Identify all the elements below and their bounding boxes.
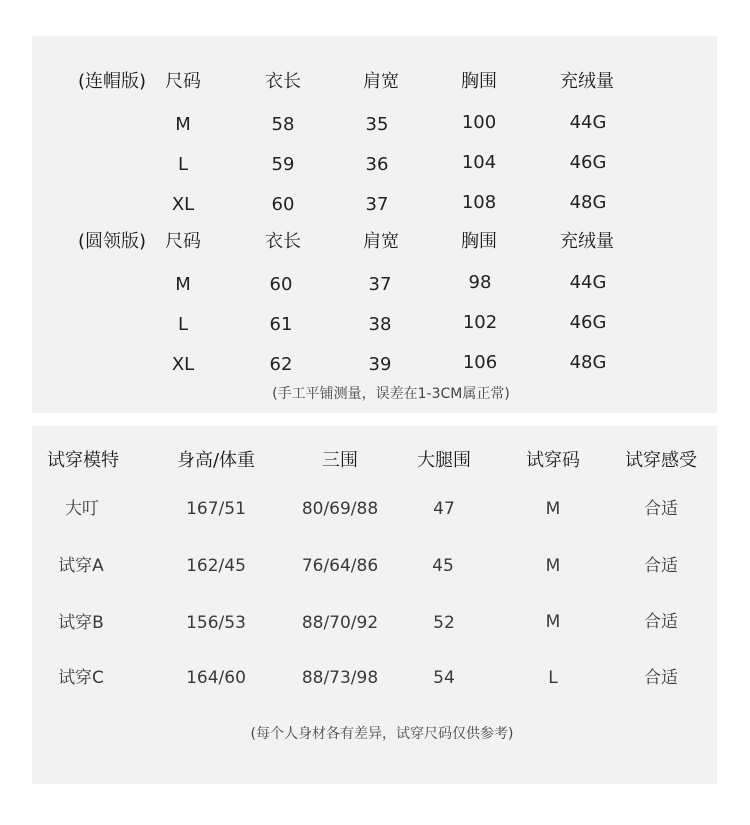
model-measurements: 76/64/86	[301, 556, 379, 576]
model-trial-size: M	[545, 556, 561, 576]
cell-size: M	[175, 274, 191, 295]
cell-chest: 104	[461, 152, 497, 173]
header-shoulder: 肩宽	[363, 71, 399, 92]
header-model: 试穿模特	[47, 450, 119, 471]
cell-size: L	[177, 154, 189, 175]
model-measurements: 88/73/98	[301, 668, 379, 688]
header-size: 尺码	[165, 231, 201, 252]
header-down-fill: 充绒量	[560, 71, 614, 92]
header-chest: 胸围	[461, 71, 497, 92]
cell-chest: 102	[462, 312, 498, 333]
cell-size: M	[175, 114, 191, 135]
header-length: 衣长	[265, 231, 301, 252]
header-shoulder: 肩宽	[363, 231, 399, 252]
group-label-crewneck: (圆领版)	[78, 231, 147, 252]
model-feeling: 合适	[644, 668, 678, 688]
cell-shoulder: 37	[368, 274, 392, 295]
cell-length: 61	[269, 314, 293, 335]
cell-length: 59	[271, 154, 295, 175]
cell-shoulder: 36	[365, 154, 389, 175]
cell-length: 58	[271, 114, 295, 135]
cell-length: 60	[269, 274, 293, 295]
header-height-weight: 身高/体重	[176, 450, 256, 471]
header-length: 衣长	[265, 71, 301, 92]
cell-chest: 100	[461, 112, 497, 133]
header-measurements: 三围	[322, 450, 358, 471]
model-thigh: 52	[433, 613, 455, 633]
model-feeling: 合适	[644, 556, 678, 576]
cell-chest: 98	[468, 272, 492, 293]
model-height-weight: 164/60	[186, 668, 246, 688]
cell-down-fill: 44G	[569, 272, 607, 293]
measurement-note: (手工平铺测量，误差在1-3CM属正常)	[272, 386, 510, 402]
model-trial-size: M	[545, 499, 561, 519]
cell-chest: 106	[462, 352, 498, 373]
cell-size: XL	[171, 354, 195, 375]
model-thigh: 47	[433, 499, 455, 519]
model-height-weight: 156/53	[186, 613, 246, 633]
model-feeling: 合适	[644, 499, 678, 519]
model-thigh: 45	[432, 556, 454, 576]
cell-down-fill: 46G	[569, 312, 607, 333]
header-feeling: 试穿感受	[625, 450, 697, 471]
model-name: 试穿B	[58, 613, 104, 633]
cell-shoulder: 37	[365, 194, 389, 215]
cell-length: 62	[269, 354, 293, 375]
fit-disclaimer-note: (每个人身材各有差异，试穿尺码仅供参考)	[250, 726, 514, 742]
model-name: 试穿C	[58, 668, 104, 688]
cell-length: 60	[271, 194, 295, 215]
model-height-weight: 167/51	[186, 499, 246, 519]
cell-down-fill: 48G	[569, 352, 607, 373]
model-name: 试穿A	[58, 556, 104, 576]
model-trial-size: M	[545, 612, 561, 632]
cell-shoulder: 39	[368, 354, 392, 375]
model-trial-size: L	[548, 668, 558, 688]
model-name: 大叮	[65, 499, 99, 519]
header-size: 尺码	[165, 71, 201, 92]
header-chest: 胸围	[461, 231, 497, 252]
cell-down-fill: 48G	[569, 192, 607, 213]
model-measurements: 80/69/88	[301, 499, 379, 519]
cell-chest: 108	[461, 192, 497, 213]
cell-size: L	[177, 314, 189, 335]
model-feeling: 合适	[644, 612, 678, 632]
cell-down-fill: 44G	[569, 112, 607, 133]
header-down-fill: 充绒量	[560, 231, 614, 252]
cell-shoulder: 35	[365, 114, 389, 135]
header-trial-size: 试穿码	[526, 450, 580, 471]
cell-shoulder: 38	[368, 314, 392, 335]
cell-down-fill: 46G	[569, 152, 607, 173]
model-height-weight: 162/45	[186, 556, 246, 576]
header-thigh: 大腿围	[417, 450, 471, 471]
model-thigh: 54	[433, 668, 455, 688]
group-label-hooded: (连帽版)	[78, 71, 147, 92]
cell-size: XL	[171, 194, 195, 215]
model-measurements: 88/70/92	[301, 613, 379, 633]
